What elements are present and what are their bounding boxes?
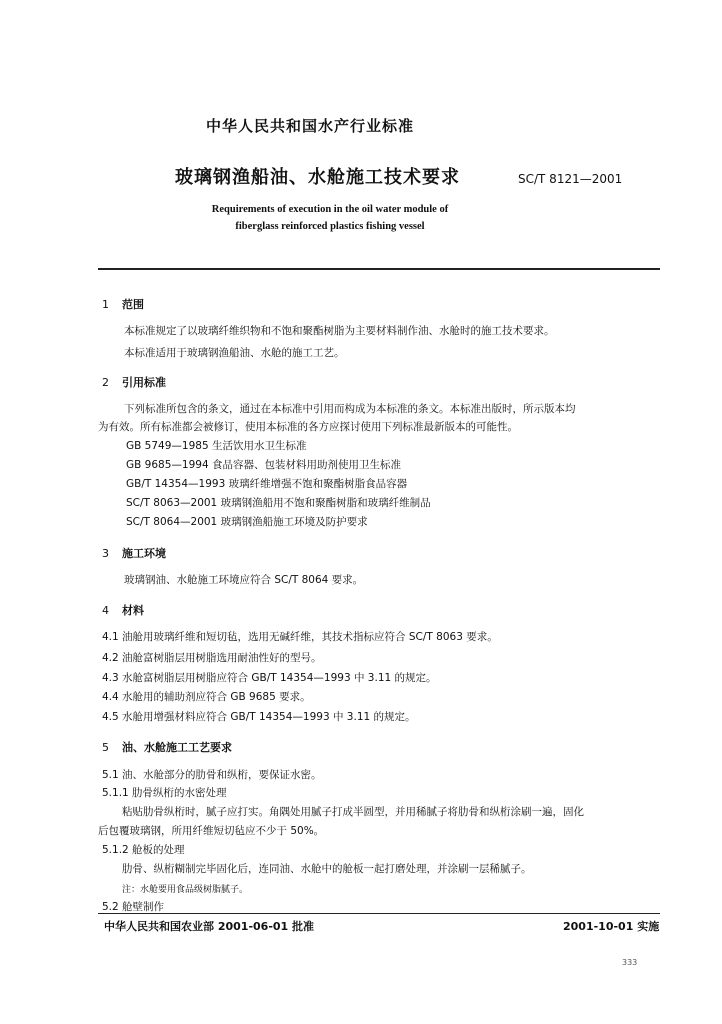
clause-note: 注：水舱要用食品级树脂腻子。 [122,885,249,895]
material-item: 4.1 油舱用玻璃纤维和短切毡，选用无碱纤维，其技术指标应符合 SC/T 8063 要求。 [102,631,498,643]
clause-5-1-2-text: 肋骨、纵桁糊制完毕固化后，连同油、水舱中的舱板一起打磨处理，并涂刷一层稀腻子。 [122,863,532,875]
clause-5-1: 5.1 油、水舱部分的肋骨和纵桁，要保证水密。 [102,769,322,781]
reference-item: SC/T 8064—2001 玻璃钢渔船施工环境及防护要求 [126,516,368,528]
header-divider [98,268,660,270]
reference-item: GB 5749—1985 生活饮用水卫生标准 [126,440,307,452]
section-1-title: 范围 [122,298,144,311]
section-5-number: 5 [102,741,109,754]
section-3-heading [102,545,166,561]
section-4-title: 材料 [122,604,144,617]
standard-code: SC/T 8121—2001 [518,172,623,186]
document-title-chinese: 玻璃钢渔船油、水舱施工技术要求 [175,167,460,188]
document-title-english-line2: fiberglass reinforced plastics fishing vessel [235,221,425,232]
section-5-title: 油、水舱施工工艺要求 [122,741,232,754]
clause-5-1-2-heading: 5.1.2 舱板的处理 [102,844,185,856]
section-3-number: 3 [102,547,109,560]
material-item: 4.3 水舱富树脂层用树脂应符合 GB/T 14354—1993 中 3.11 的规定。 [102,672,437,684]
clause-5-1-1-heading: 5.1.1 肋骨纵桁的水密处理 [102,787,227,799]
section-2-number: 2 [102,376,109,389]
footer-divider [98,913,660,914]
approval-date: 中华人民共和国农业部 2001-06-01 批准 [104,920,315,933]
section-1-heading [102,296,144,312]
section-3-paragraph: 玻璃钢油、水舱施工环境应符合 SC/T 8064 要求。 [124,574,364,586]
implementation-date: 2001-10-01 实施 [563,920,660,933]
material-item: 4.2 油舱富树脂层用树脂选用耐油性好的型号。 [102,652,322,664]
page-number: 333 [622,958,638,967]
section-2-paragraph-line2: 为有效。所有标准都会被修订，使用本标准的各方应探讨使用下列标准最新版本的可能性。 [98,421,518,433]
ministry-standard-header: 中华人民共和国水产行业标准 [205,117,414,135]
section-2-heading [102,374,166,390]
section-2-paragraph-line1: 下列标准所包含的条文，通过在本标准中引用而构成为本标准的条文。本标准出版时，所示版本均 [124,403,576,415]
section-2-title: 引用标准 [122,376,166,389]
clause-5-1-1-text-line2: 后包覆玻璃钢，所用纤维短切毡应不少于 50%。 [98,825,325,837]
section-1-number: 1 [102,298,109,311]
clause-5-1-1-text-line1: 粘贴肋骨纵桁时，腻子应打实。角隅处用腻子打成半圆型，并用稀腻子将肋骨和纵桁涂刷一遍，固化 [122,806,584,818]
section-3-title: 施工环境 [122,547,166,560]
section-1-paragraph-2: 本标准适用于玻璃钢渔船油、水舱的施工工艺。 [124,347,345,359]
reference-item: SC/T 8063—2001 玻璃钢渔船用不饱和聚酯树脂和玻璃纤维制品 [126,497,431,509]
reference-item: GB/T 14354—1993 玻璃纤维增强不饱和聚酯树脂食品容器 [126,478,408,490]
section-4-number: 4 [102,604,109,617]
material-item: 4.4 水舱用的辅助剂应符合 GB 9685 要求。 [102,691,311,703]
reference-item: GB 9685—1994 食品容器、包装材料用助剂使用卫生标准 [126,459,401,471]
section-1-paragraph-1: 本标准规定了以玻璃纤维织物和不饱和聚酯树脂为主要材料制作油、水舱时的施工技术要求。 [124,325,555,337]
document-title-english-line1: Requirements of execution in the oil water module of [211,204,449,215]
section-5-heading [102,739,232,755]
section-4-heading [102,602,144,618]
clause-5-2: 5.2 舱壁制作 [102,901,165,913]
material-item: 4.5 水舱用增强材料应符合 GB/T 14354—1993 中 3.11 的规定。 [102,711,416,723]
